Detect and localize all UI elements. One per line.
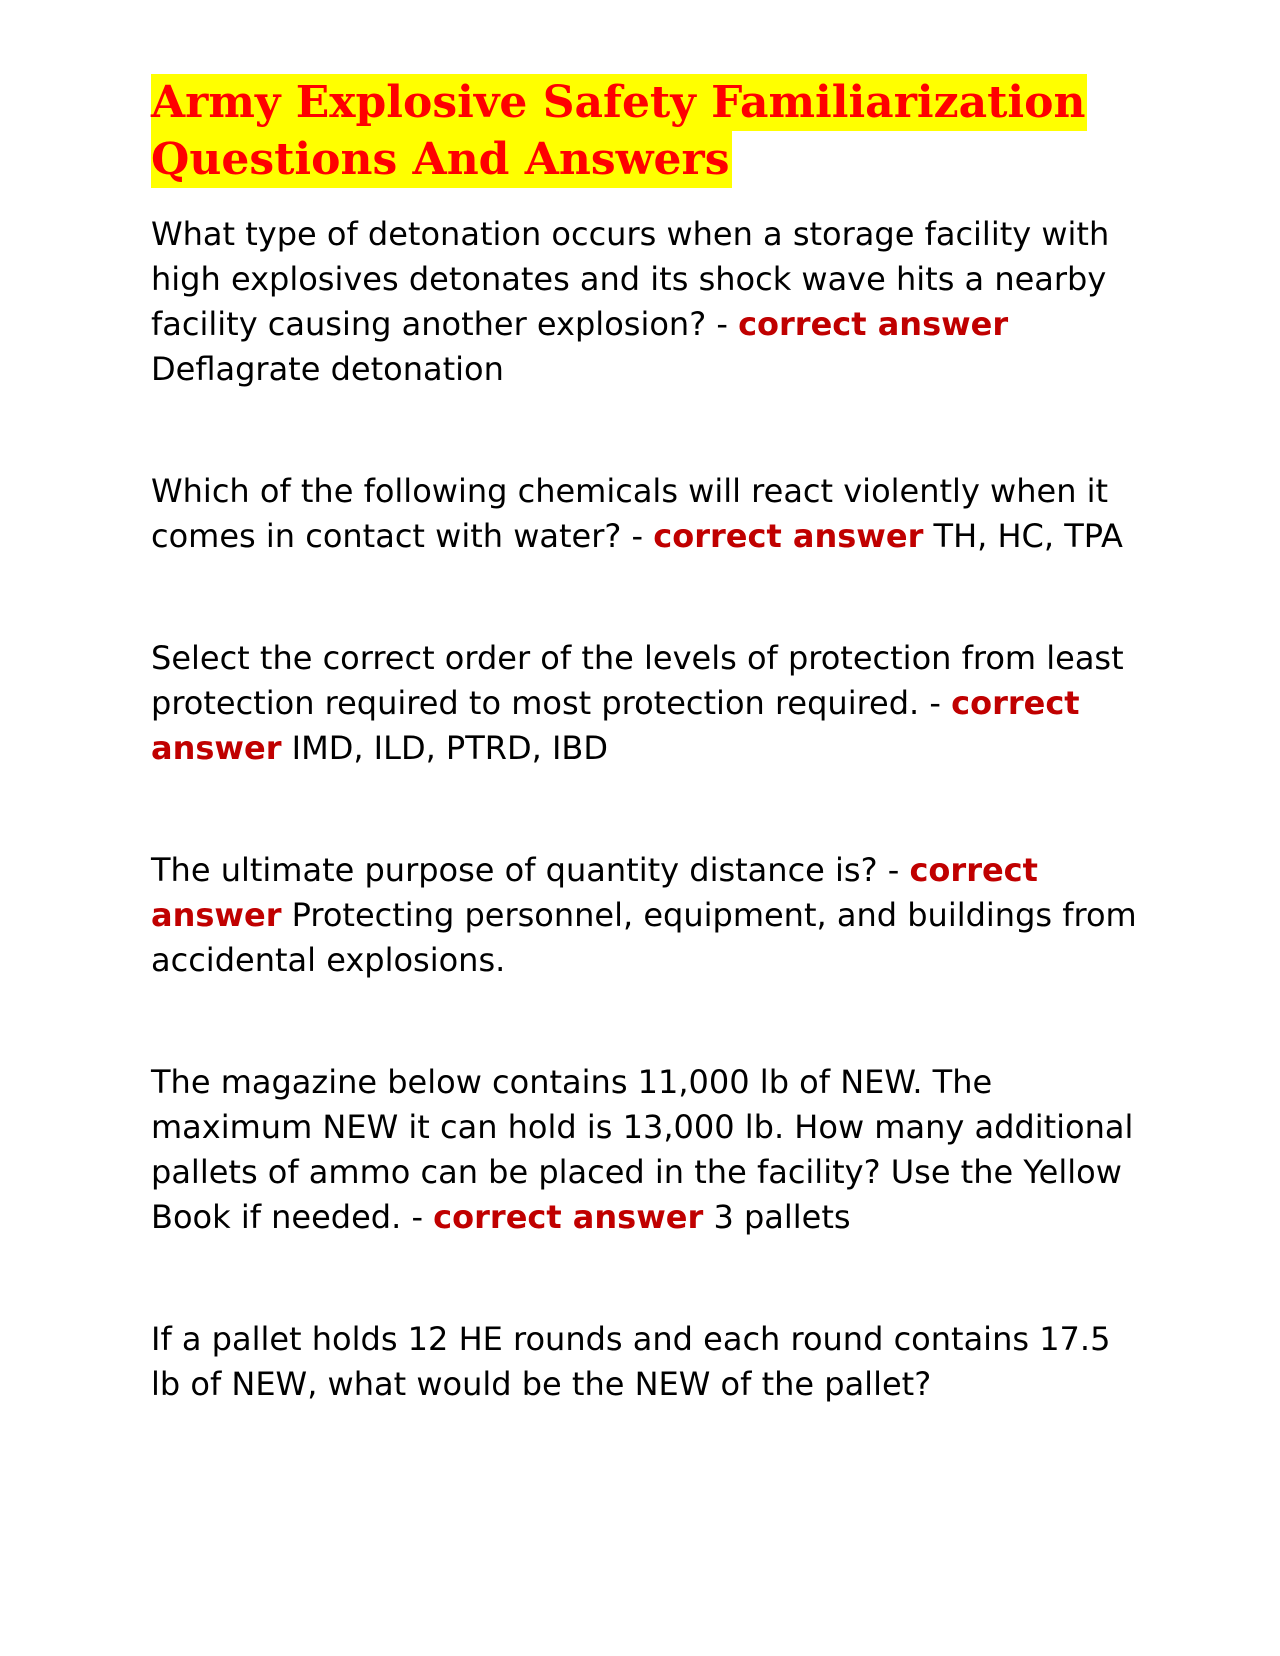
answer-separator: - <box>621 517 654 555</box>
correct-answer-label: correct answer <box>738 305 1009 343</box>
qa-item <box>151 212 1141 392</box>
correct-answer-label: correct answer <box>653 517 924 555</box>
question-text: What type of detonation occurs when a storage facility with high explosives detonates and its shock wave hits a nearby facility causing another explosion? <box>151 215 1110 343</box>
answer-separator: - <box>877 851 910 889</box>
qa-item <box>151 469 1141 559</box>
qa-item <box>151 1060 1141 1240</box>
question-text: Select the correct order of the levels of protection from least protection required to most protection required. <box>151 639 1124 722</box>
correct-answer-label: correct answer <box>433 1198 704 1236</box>
answer-text: Protecting personnel, equipment, and buildings from accidental explosions. <box>151 896 1137 979</box>
question-text: Which of the following chemicals will react violently when it comes in contact with water? <box>151 472 1109 555</box>
title-line-1: Army Explosive Safety Familiarization <box>151 74 1087 131</box>
title-line-2: Questions And Answers <box>151 131 732 188</box>
answer-text: IMD, ILD, PTRD, IBD <box>291 729 609 767</box>
answer-separator: - <box>919 684 952 722</box>
qa-item <box>151 1317 1141 1407</box>
correct-answer-label: correct answer <box>151 851 1038 934</box>
correct-answer-label: correct answer <box>151 684 1080 767</box>
answer-separator: - <box>706 305 739 343</box>
answer-text: TH, HC, TPA <box>933 517 1123 555</box>
answer-text: 3 pallets <box>713 1198 851 1236</box>
answer-separator: - <box>401 1198 434 1236</box>
document-page <box>151 74 1141 1407</box>
qa-item <box>151 636 1141 771</box>
qa-item <box>151 848 1141 983</box>
document-title <box>151 74 1141 188</box>
question-text: The ultimate purpose of quantity distance is? <box>151 851 878 889</box>
answer-text: Deflagrate detonation <box>151 350 504 388</box>
question-text: If a pallet holds 12 HE rounds and each round contains 17.5 lb of NEW, what would be the NEW of the pallet? <box>151 1320 1111 1403</box>
question-text: The magazine below contains 11,000 lb of NEW. The maximum NEW it can hold is 13,000 lb. How many additional pallets of ammo can be placed in the facility? Use the Yellow Book if needed. <box>151 1063 1134 1236</box>
